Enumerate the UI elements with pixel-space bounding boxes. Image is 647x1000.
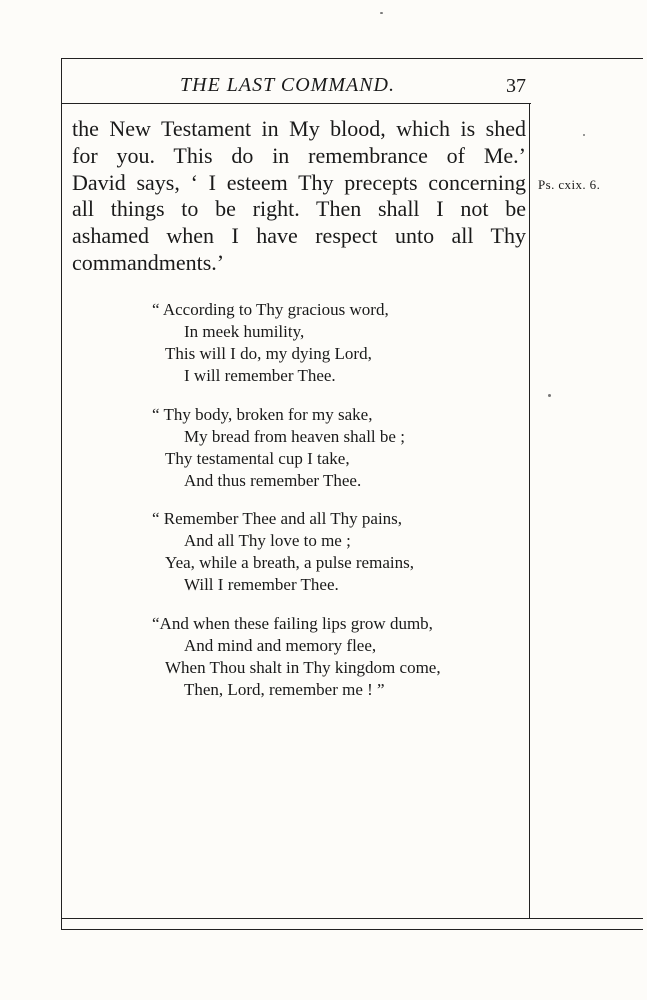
poem-line: Then, Lord, remember me ! ” <box>184 679 385 699</box>
poem-line: And thus remember Thee. <box>184 470 362 490</box>
frame-bottom-rule-outer <box>61 929 643 930</box>
paper-speck <box>583 134 585 136</box>
poem-line: I will remember Thee. <box>184 366 336 385</box>
body-line: all things to be right. Then shall I not be <box>72 196 526 222</box>
poem-line: My bread from heaven shall be ; <box>184 426 405 446</box>
poem-line: “ Thy body, broken for my sake, <box>152 404 373 424</box>
poem-line: This will I do, my dying Lord, <box>165 344 372 363</box>
margin-scripture-reference: Ps. cxix. 6. <box>538 177 601 192</box>
margin-column-rule <box>529 103 530 919</box>
paper-speck <box>380 12 383 14</box>
poem-line: “ According to Thy gracious word, <box>152 300 389 319</box>
poem-stanza <box>152 299 441 387</box>
running-header-title: THE LAST COMMAND. <box>180 74 395 96</box>
header-rule <box>61 103 531 104</box>
body-paragraph <box>72 116 526 277</box>
body-line: David says, ‘ I esteem Thy precepts concerning <box>72 169 526 195</box>
frame-left-rule <box>61 58 62 930</box>
poem-line: In meek humility, <box>184 322 305 341</box>
poem-line: When Thou shalt in Thy kingdom come, <box>165 657 441 677</box>
body-line: for you. This do in remembrance of Me.’ <box>72 142 526 168</box>
body-line: ashamed when I have respect unto all Thy <box>72 223 526 249</box>
poem-line: Yea, while a breath, a pulse remains, <box>165 553 414 572</box>
poem-stanza <box>152 508 441 596</box>
poem-line: And all Thy love to me ; <box>184 531 351 550</box>
poem-stanza <box>152 404 441 492</box>
poem-stanza <box>152 613 441 701</box>
frame-top-rule <box>61 58 643 59</box>
hymn-poem <box>152 299 441 717</box>
body-line: the New Testament in My blood, which is shed <box>72 116 526 141</box>
paper-speck <box>548 394 551 397</box>
poem-line: Will I remember Thee. <box>184 575 339 594</box>
body-line: commandments.’ <box>72 249 225 275</box>
frame-bottom-rule-inner <box>61 918 643 919</box>
poem-line: And mind and memory flee, <box>184 635 377 655</box>
poem-line: “ Remember Thee and all Thy pains, <box>152 509 403 528</box>
poem-line: Thy testamental cup I take, <box>165 448 350 468</box>
page-number: 37 <box>506 75 526 97</box>
poem-line: “And when these failing lips grow dumb, <box>152 613 433 633</box>
